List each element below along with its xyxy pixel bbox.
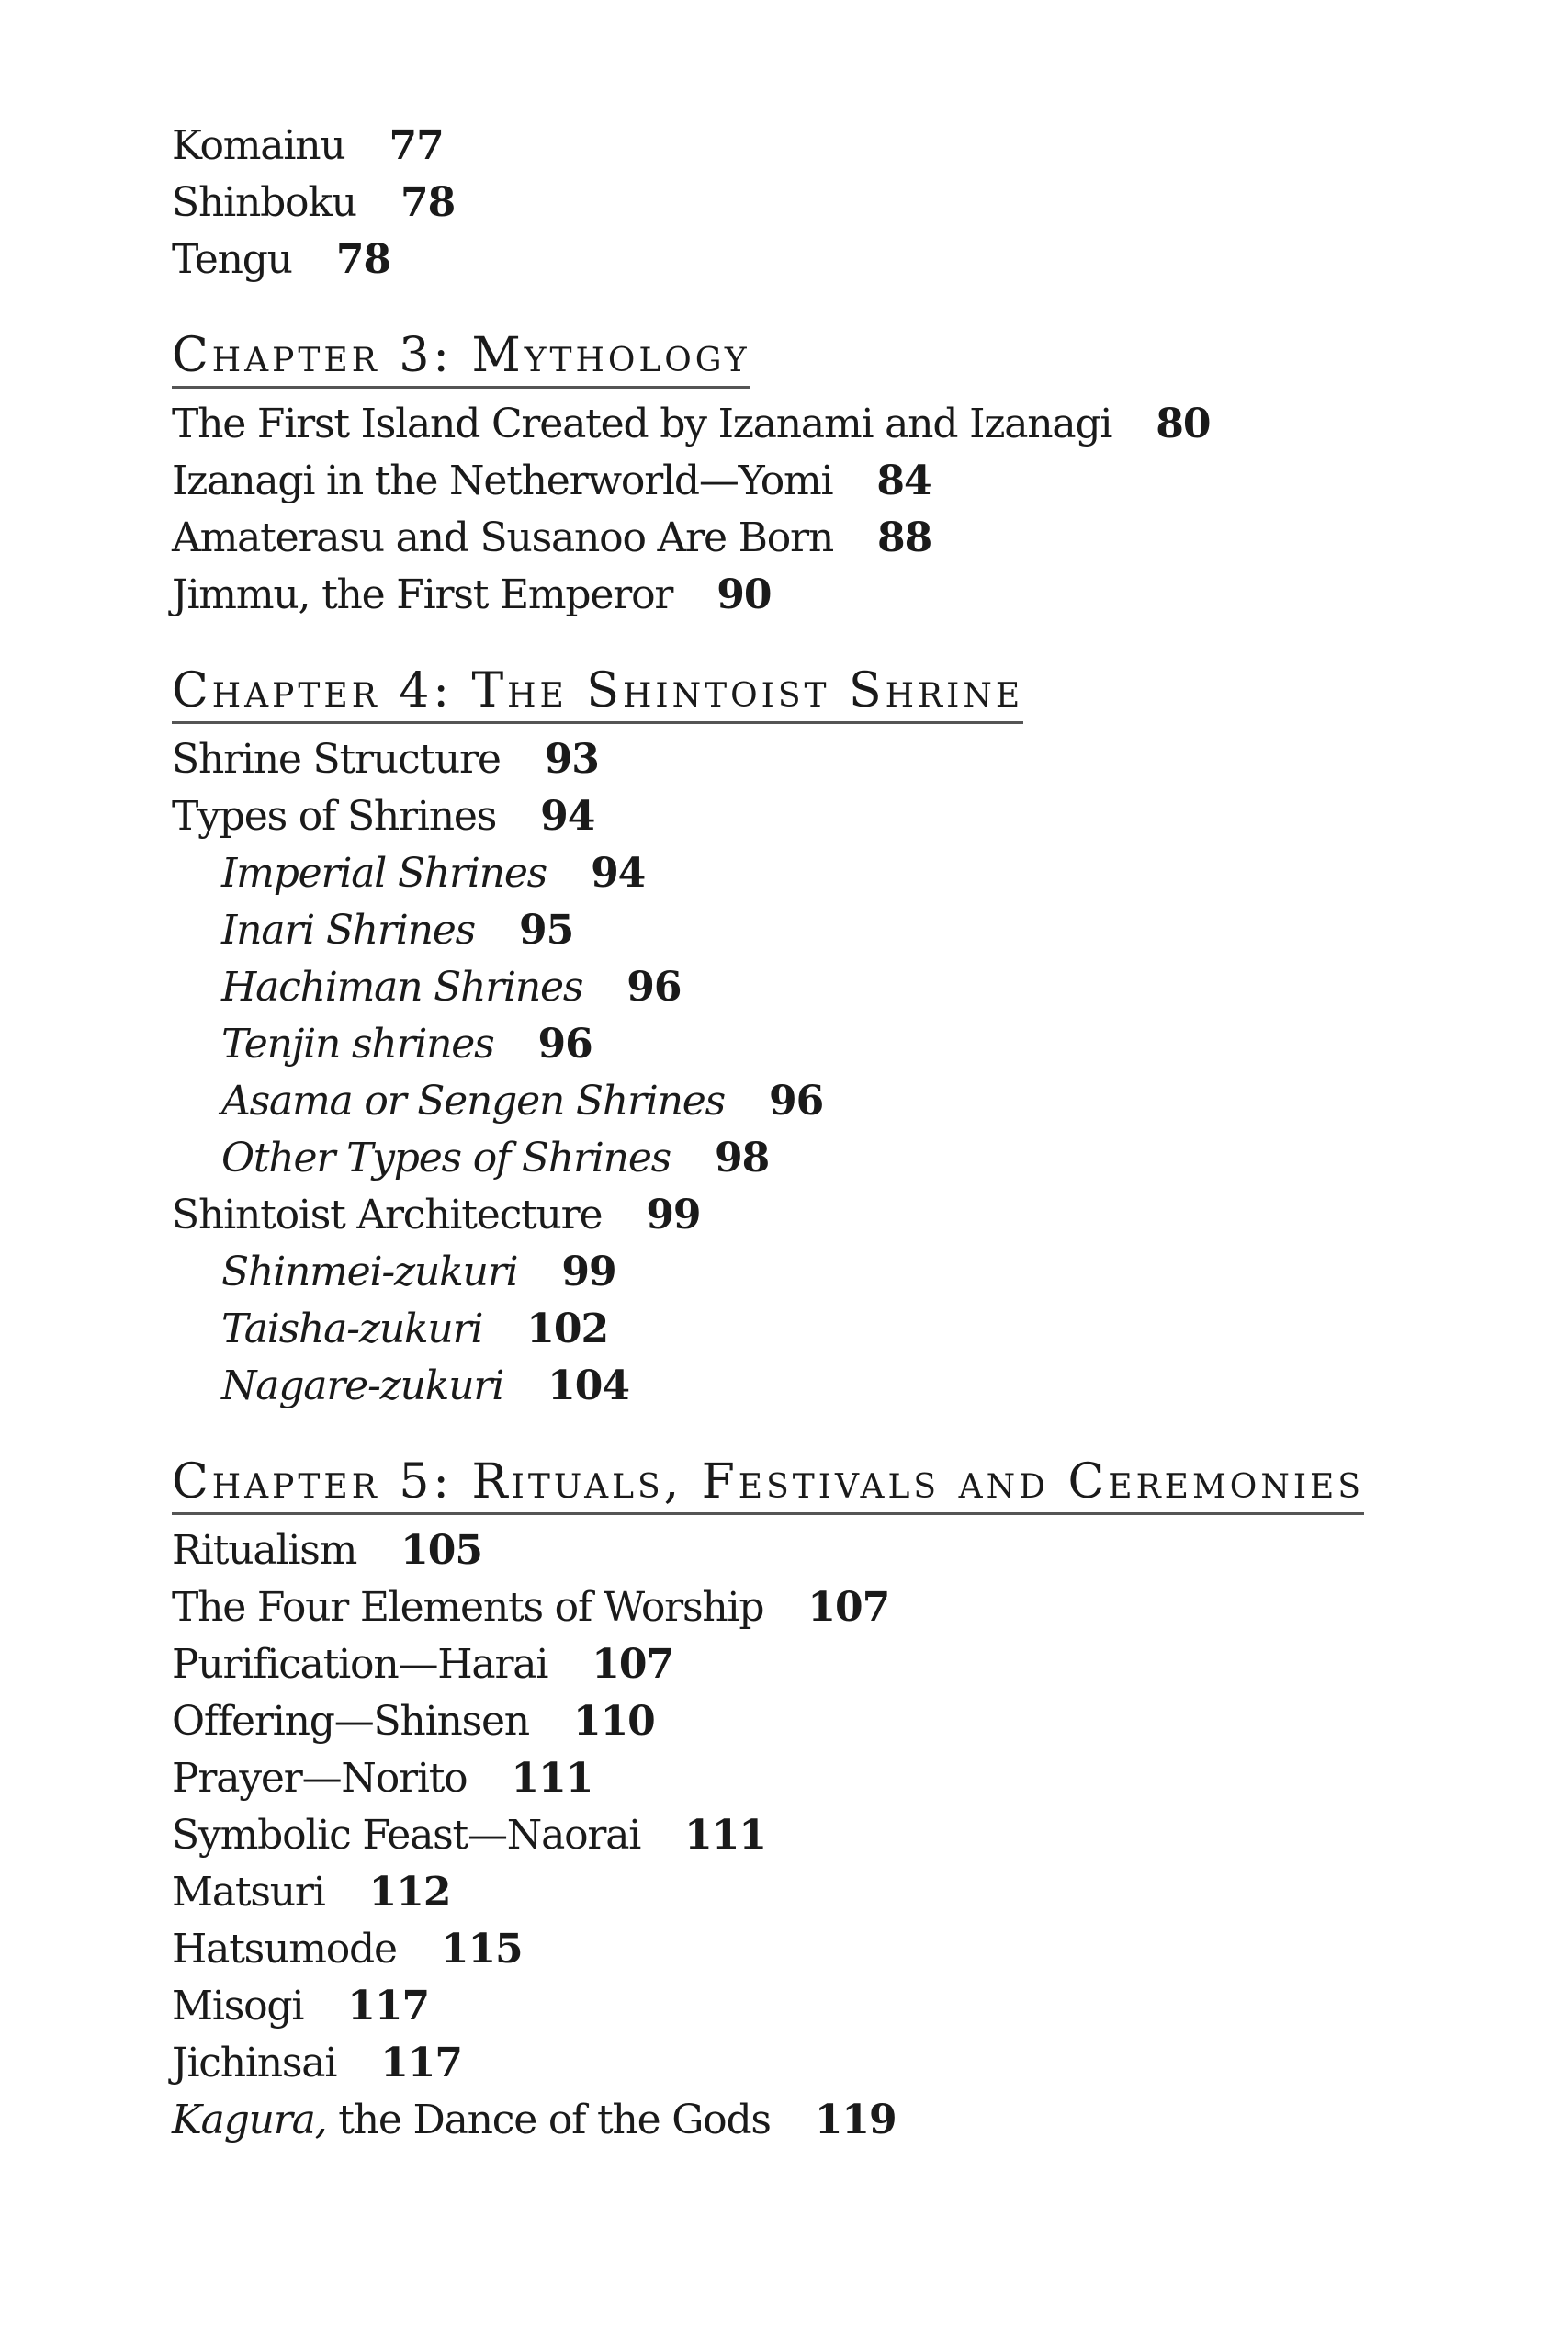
toc-entry bbox=[172, 1522, 1476, 1579]
page-number: 99 bbox=[646, 1192, 701, 1238]
entry-title: Asama or Sengen Shrines bbox=[221, 1078, 726, 1125]
toc-entry bbox=[172, 1579, 1476, 1636]
chapter-heading: Chapter 5: Rituals, Festivals and Ceremonies bbox=[172, 1455, 1364, 1515]
entry-title-rest: the Dance of the Gods bbox=[326, 2097, 771, 2143]
toc-entry bbox=[172, 567, 1476, 624]
page-number: 99 bbox=[561, 1249, 616, 1295]
entry-title: Types of Shrines bbox=[172, 793, 497, 840]
page-number: 119 bbox=[814, 2097, 897, 2143]
toc-section bbox=[172, 624, 1476, 1415]
toc-subentry bbox=[172, 959, 1476, 1016]
entry-title: Shinboku bbox=[172, 179, 356, 226]
page-number: 88 bbox=[876, 514, 932, 561]
toc-entry bbox=[172, 2092, 1476, 2149]
page-number: 96 bbox=[537, 1021, 592, 1068]
table-of-contents bbox=[172, 118, 1476, 2149]
toc-subentry bbox=[172, 1301, 1476, 1358]
toc-entry bbox=[172, 1864, 1476, 1921]
page-number: 107 bbox=[807, 1584, 890, 1631]
toc-entry bbox=[172, 396, 1476, 453]
toc-subentry bbox=[172, 1358, 1476, 1415]
entry-title: Offering—Shinsen bbox=[172, 1698, 529, 1745]
entry-title: Jimmu, the First Emperor bbox=[172, 571, 673, 618]
entry-title: Shinmei-zukuri bbox=[221, 1249, 518, 1295]
entry-title: Izanagi in the Netherworld—Yomi bbox=[172, 458, 833, 504]
page-number: 94 bbox=[540, 793, 595, 840]
page-number: 115 bbox=[440, 1926, 523, 1973]
toc-entry bbox=[172, 510, 1476, 567]
toc-entry bbox=[172, 1636, 1476, 1693]
entry-title bbox=[172, 2097, 771, 2143]
entry-title: Hachiman Shrines bbox=[221, 964, 583, 1011]
toc-entry bbox=[172, 175, 1476, 232]
toc-entry bbox=[172, 453, 1476, 510]
entry-title: Taisha-zukuri bbox=[221, 1306, 483, 1352]
toc-subentry bbox=[172, 1016, 1476, 1073]
toc-entry bbox=[172, 731, 1476, 788]
page-number: 102 bbox=[526, 1306, 609, 1352]
entry-title: Hatsumode bbox=[172, 1926, 397, 1973]
entry-title: The Four Elements of Worship bbox=[172, 1584, 764, 1631]
toc-entry bbox=[172, 1978, 1476, 2035]
entry-title: Prayer—Norito bbox=[172, 1755, 468, 1802]
toc-entry bbox=[172, 1693, 1476, 1750]
entry-title: Komainu bbox=[172, 122, 345, 169]
page-number: 94 bbox=[591, 850, 646, 897]
page-number: 117 bbox=[380, 2040, 463, 2086]
entry-title: Purification—Harai bbox=[172, 1641, 548, 1688]
page-number: 110 bbox=[572, 1698, 655, 1745]
page-number: 80 bbox=[1156, 401, 1211, 447]
entry-title: Tengu bbox=[172, 236, 292, 283]
entry-title: Ritualism bbox=[172, 1527, 357, 1574]
entry-title: Tenjin shrines bbox=[221, 1021, 494, 1068]
page-number: 111 bbox=[511, 1755, 593, 1802]
entry-title: Misogi bbox=[172, 1983, 304, 2030]
chapter-heading: Chapter 4: The Shintoist Shrine bbox=[172, 664, 1023, 724]
toc-entry bbox=[172, 1750, 1476, 1807]
entry-title: Inari Shrines bbox=[221, 907, 475, 954]
page-number: 96 bbox=[626, 964, 682, 1011]
page-number: 90 bbox=[716, 571, 772, 618]
page-number: 104 bbox=[547, 1363, 629, 1409]
entry-title-italic: Kagura, bbox=[172, 2097, 327, 2143]
toc-section bbox=[172, 1415, 1476, 2149]
entry-title: Shrine Structure bbox=[172, 736, 501, 783]
toc-subentry bbox=[172, 902, 1476, 959]
toc-subentry bbox=[172, 1073, 1476, 1130]
toc-entry bbox=[172, 1187, 1476, 1244]
toc-entry bbox=[172, 1921, 1476, 1978]
page-number: 77 bbox=[389, 122, 444, 169]
toc-entry bbox=[172, 788, 1476, 845]
page-number: 96 bbox=[769, 1078, 824, 1125]
page-number: 84 bbox=[876, 458, 931, 504]
toc-entry bbox=[172, 232, 1476, 288]
toc-subentry bbox=[172, 1130, 1476, 1187]
entry-title: Imperial Shrines bbox=[221, 850, 547, 897]
entry-title: Jichinsai bbox=[172, 2040, 337, 2086]
page-number: 95 bbox=[519, 907, 574, 954]
toc-entry bbox=[172, 1807, 1476, 1864]
page-number: 93 bbox=[544, 736, 599, 783]
toc-section bbox=[172, 118, 1476, 288]
entry-title: Matsuri bbox=[172, 1869, 325, 1916]
page-number: 117 bbox=[347, 1983, 430, 2030]
chapter-heading: Chapter 3: Mythology bbox=[172, 329, 750, 389]
entry-title: Shintoist Architecture bbox=[172, 1192, 603, 1238]
toc-entry bbox=[172, 2035, 1476, 2092]
entry-title: Nagare-zukuri bbox=[221, 1363, 504, 1409]
toc-subentry bbox=[172, 845, 1476, 902]
toc-section bbox=[172, 288, 1476, 624]
page-number: 78 bbox=[335, 236, 391, 283]
page-number: 105 bbox=[400, 1527, 482, 1574]
page-number: 107 bbox=[592, 1641, 674, 1688]
toc-subentry bbox=[172, 1244, 1476, 1301]
entry-title: Other Types of Shrines bbox=[221, 1135, 671, 1182]
entry-title: Symbolic Feast—Naorai bbox=[172, 1812, 641, 1859]
page-number: 98 bbox=[715, 1135, 770, 1182]
toc-entry bbox=[172, 118, 1476, 175]
entry-title: The First Island Created by Izanami and Izanagi bbox=[172, 401, 1112, 447]
page-number: 112 bbox=[368, 1869, 451, 1916]
page-number: 111 bbox=[684, 1812, 767, 1859]
page-number: 78 bbox=[400, 179, 456, 226]
entry-title: Amaterasu and Susanoo Are Born bbox=[172, 514, 833, 561]
